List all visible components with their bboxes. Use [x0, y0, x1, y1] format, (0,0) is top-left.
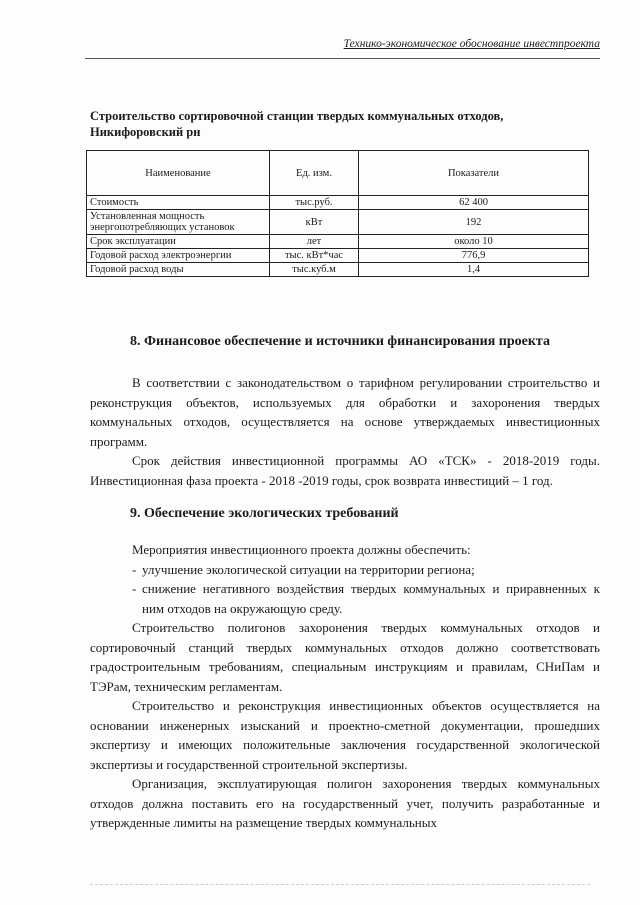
header-divider — [85, 58, 600, 59]
section-8-heading: 8. Финансовое обеспечение и источники финансирования проекта — [130, 334, 550, 349]
table-row — [87, 210, 589, 235]
row-name: Срок эксплуатации — [87, 235, 270, 249]
row-unit: тыс.куб.м — [270, 263, 359, 277]
list-item — [90, 560, 600, 580]
bullet-text: снижение негативного воздействия твердых коммунальных и приравненных к ним отходов на окружающую среду. — [142, 581, 600, 616]
paragraph: В соответствии с законодательством о тарифном регулировании строительство и реконструкция объектов, используемых для обработки и захоронения твердых коммунальных отходов, осуществляется на основе утверждаемых инвестиционных программ. — [90, 375, 600, 449]
row-name: Стоимость — [87, 196, 270, 210]
paragraph: Организация, эксплуатирующая полигон захоронения твердых коммунальных отходов должна поставить его на государственный учет, получить разработанные и утвержденные лимиты на размещение твердых коммунальных — [90, 776, 600, 830]
paragraph: Строительство и реконструкция инвестиционных объектов осуществляется на основании инженерных изысканий и проектно-сметной документации, прошедших экспертизу и имеющих положительные заключения государственной экологической экспертизы и государственной строительной экспертизы. — [90, 698, 600, 772]
header-unit: Ед. изм. — [270, 151, 359, 196]
row-unit: лет — [270, 235, 359, 249]
table-row — [87, 196, 589, 210]
table-header-row — [87, 151, 589, 196]
section-9-heading: 9. Обеспечение экологических требований — [130, 506, 399, 521]
row-unit: тыс.руб. — [270, 196, 359, 210]
table-row — [87, 263, 589, 277]
row-value: 62 400 — [359, 196, 589, 210]
row-value: около 10 — [359, 235, 589, 249]
table-row — [87, 235, 589, 249]
bullet-text: улучшение экологической ситуации на территории региона; — [142, 561, 475, 577]
project-title: Строительство сортировочной станции твердых коммунальных отходов, Никифоровский рн — [90, 109, 504, 139]
header-name: Наименование — [87, 151, 270, 196]
running-header: Технико-экономическое обоснование инвестпроекта — [343, 38, 600, 50]
page-bottom-divider — [90, 884, 590, 885]
header-value: Показатели — [359, 151, 589, 196]
bullet-dash: - — [132, 581, 137, 596]
paragraph: Строительство полигонов захоронения твердых коммунальных отходов и сортировочный станций твердых коммунальных отходов должно соответствовать градостроительным требованиям, специальным инструкциям и правилам, СНиПам и ТЭРам, техническим регламентам. — [90, 620, 600, 694]
list-item — [90, 579, 600, 618]
table-row — [87, 249, 589, 263]
row-name: Годовой расход электроэнергии — [87, 249, 270, 263]
row-value: 776,9 — [359, 249, 589, 263]
row-name: Установленная мощность энергопотребляющих установок — [87, 210, 270, 235]
row-name: Годовой расход воды — [87, 263, 270, 277]
row-value: 1,4 — [359, 263, 589, 277]
row-unit: кВт — [270, 210, 359, 235]
row-unit: тыс. кВт*час — [270, 249, 359, 263]
paragraph: Срок действия инвестиционной программы АО «ТСК» - 2018-2019 годы. Инвестиционная фаза проекта - 2018 -2019 годы, срок возврата инвестиций – 1 год. — [90, 453, 600, 488]
section-9-body — [90, 540, 600, 833]
paragraph-intro: Мероприятия инвестиционного проекта должны обеспечить: — [132, 542, 471, 557]
bullet-dash: - — [132, 561, 137, 577]
row-value: 192 — [359, 210, 589, 235]
section-8-body — [90, 373, 600, 490]
specs-table — [86, 150, 589, 277]
